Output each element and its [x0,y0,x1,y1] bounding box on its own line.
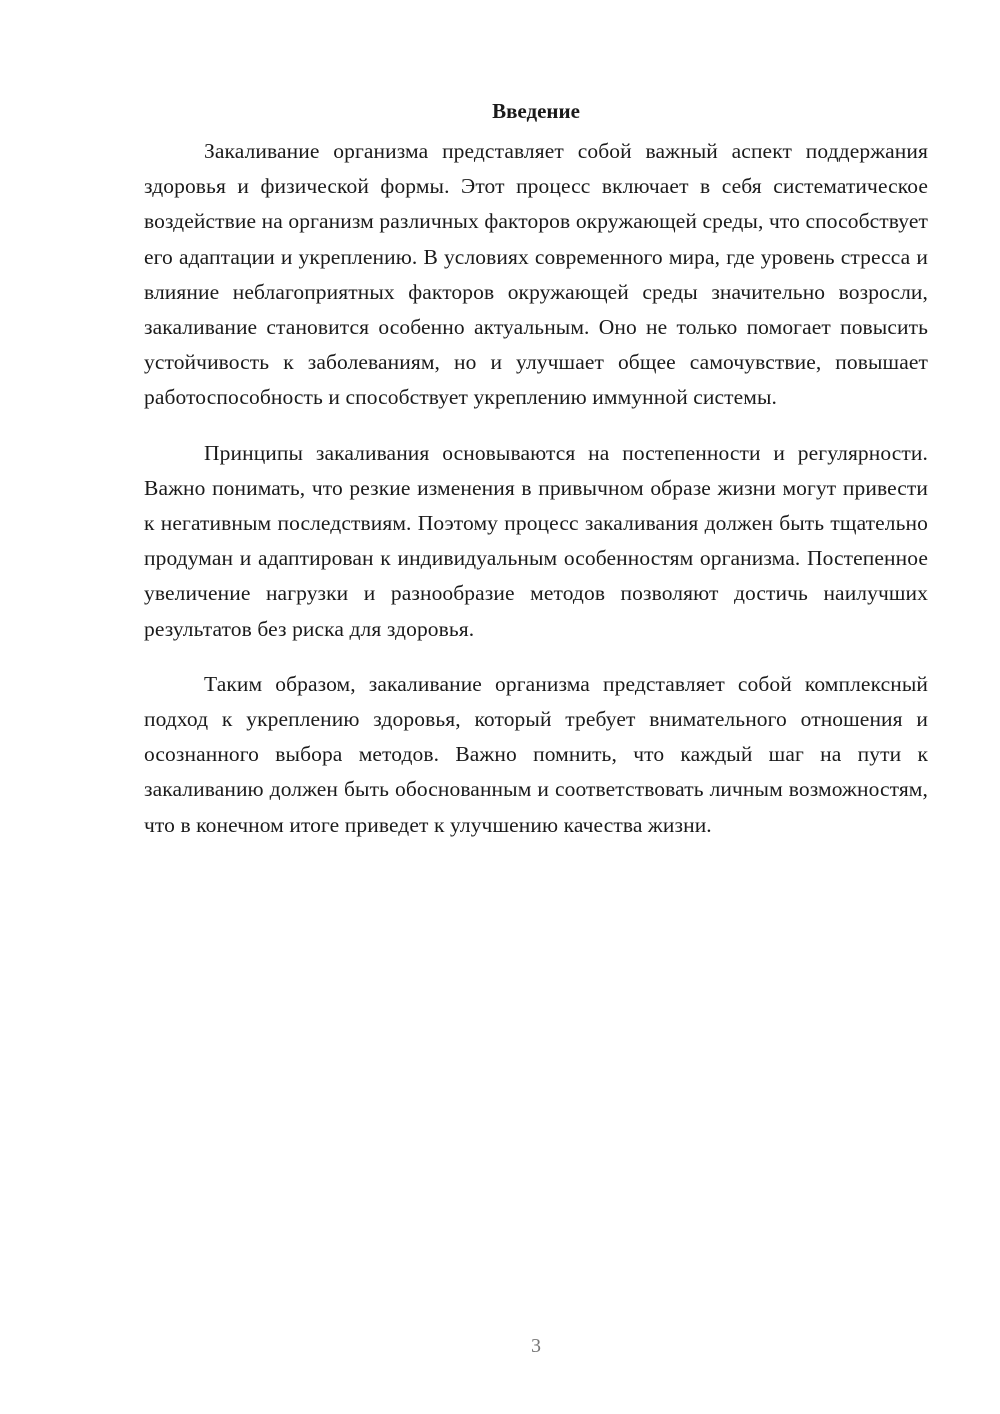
paragraph-2: Принципы закаливания основываются на постепенности и регулярности. Важно понимать, что резкие изменения в привычном образе жизни могут привести к негативным последствиям. Поэтому процесс закаливания должен быть тщательно продуман и адаптирован к индивидуальным особенностям организма. Постепенное увеличение нагрузки и разнообразие методов позволяют достичь наилучших результатов без риска для здоровья. [144,440,928,641]
section-title: Введение [492,99,580,123]
paragraph-1: Закаливание организма представляет собой важный аспект поддержания здоровья и физической формы. Этот процесс включает в себя систематическое воздействие на организм различных факторов окружающей среды, что способствует его адаптации и укреплению. В условиях современного мира, где уровень стресса и влияние неблагоприятных факторов окружающей среды значительно возросли, закаливание становится особенно актуальным. Оно не только помогает повысить устойчивость к заболеваниям, но и улучшает общее самочувствие, повышает работоспособность и способствует укреплению иммунной системы. [144,139,928,410]
document-content [144,96,928,843]
paragraph-3: Таким образом, закаливание организма представляет собой комплексный подход к укреплению здоровья, который требует внимательного отношения и осознанного выбора методов. Важно помнить, что каждый шаг на пути к закаливанию должен быть обоснованным и соответствовать личным возможностям, что в конечном итоге приведет к улучшению качества жизни. [144,671,928,837]
page-number: 3 [531,1335,541,1357]
